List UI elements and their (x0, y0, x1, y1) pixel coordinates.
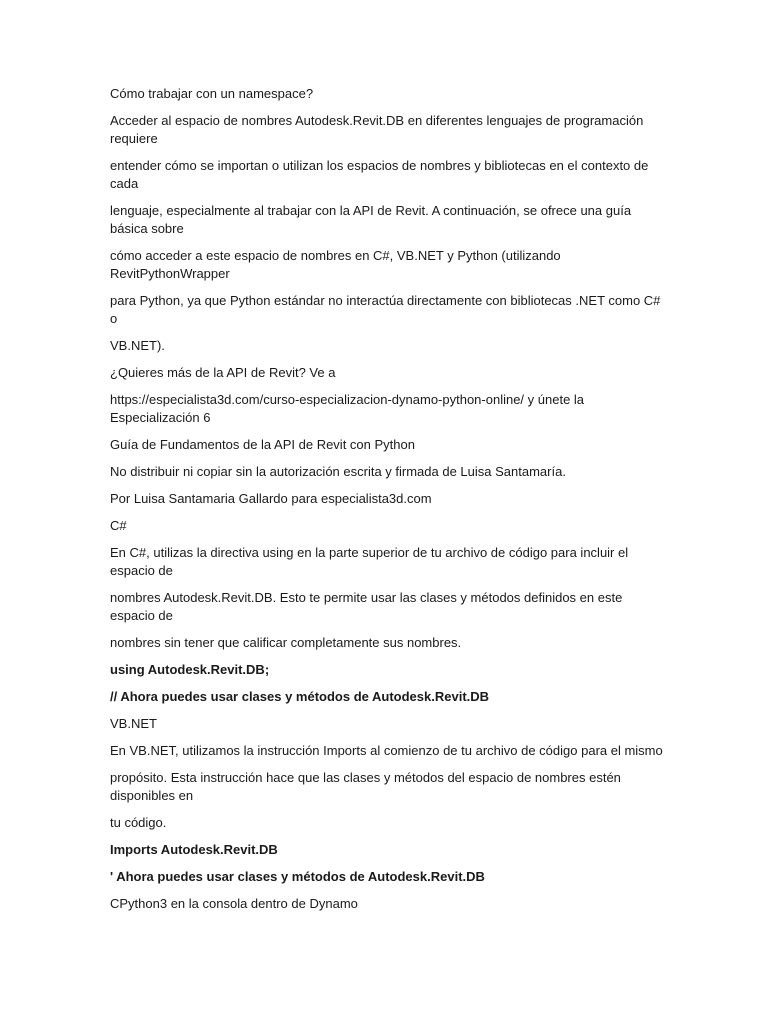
paragraph: para Python, ya que Python estándar no interactúa directamente con bibliotecas .NET como C# o (110, 293, 661, 326)
section-heading-vbnet: VB.NET (110, 716, 157, 731)
paragraph-title: Cómo trabajar con un namespace? (110, 86, 314, 101)
paragraph-author: Por Luisa Santamaria Gallardo para especialista3d.com (110, 491, 432, 506)
paragraph: En VB.NET, utilizamos la instrucción Imports al comienzo de tu archivo de código para el mismo (110, 743, 663, 758)
paragraph: nombres sin tener que calificar completamente sus nombres. (110, 635, 462, 650)
section-heading-csharp: C# (110, 518, 127, 533)
paragraph-notice: No distribuir ni copiar sin la autorización escrita y firmada de Luisa Santamaría. (110, 464, 566, 479)
paragraph: nombres Autodesk.Revit.DB. Esto te permite usar las clases y métodos definidos en este espacio de (110, 590, 623, 623)
paragraph: En C#, utilizas la directiva using en la parte superior de tu archivo de código para incluir el espacio de (110, 545, 629, 578)
code-line: Imports Autodesk.Revit.DB (110, 842, 278, 857)
paragraph: propósito. Esta instrucción hace que las clases y métodos del espacio de nombres estén disponibles en (110, 770, 621, 803)
paragraph: tu código. (110, 815, 167, 830)
paragraph: entender cómo se importan o utilizan los espacios de nombres y bibliotecas en el contexto de cada (110, 158, 649, 191)
document-body (110, 85, 666, 922)
paragraph: lenguaje, especialmente al trabajar con la API de Revit. A continuación, se ofrece una guía básica sobre (110, 203, 632, 236)
code-comment: // Ahora puedes usar clases y métodos de Autodesk.Revit.DB (110, 689, 490, 704)
paragraph: Acceder al espacio de nombres Autodesk.Revit.DB en diferentes lenguajes de programación requiere (110, 113, 644, 146)
paragraph: Guía de Fundamentos de la API de Revit con Python (110, 437, 415, 452)
code-line: using Autodesk.Revit.DB; (110, 662, 270, 677)
paragraph: cómo acceder a este espacio de nombres en C#, VB.NET y Python (utilizando RevitPythonWrapper (110, 248, 561, 281)
paragraph: ¿Quieres más de la API de Revit? Ve a (110, 365, 336, 380)
section-heading-cpython: CPython3 en la consola dentro de Dynamo (110, 896, 358, 911)
paragraph-link: https://especialista3d.com/curso-especializacion-dynamo-python-online/ y únete la Especialización 6 (110, 392, 585, 425)
code-comment: ' Ahora puedes usar clases y métodos de Autodesk.Revit.DB (110, 869, 485, 884)
paragraph: VB.NET). (110, 338, 165, 353)
